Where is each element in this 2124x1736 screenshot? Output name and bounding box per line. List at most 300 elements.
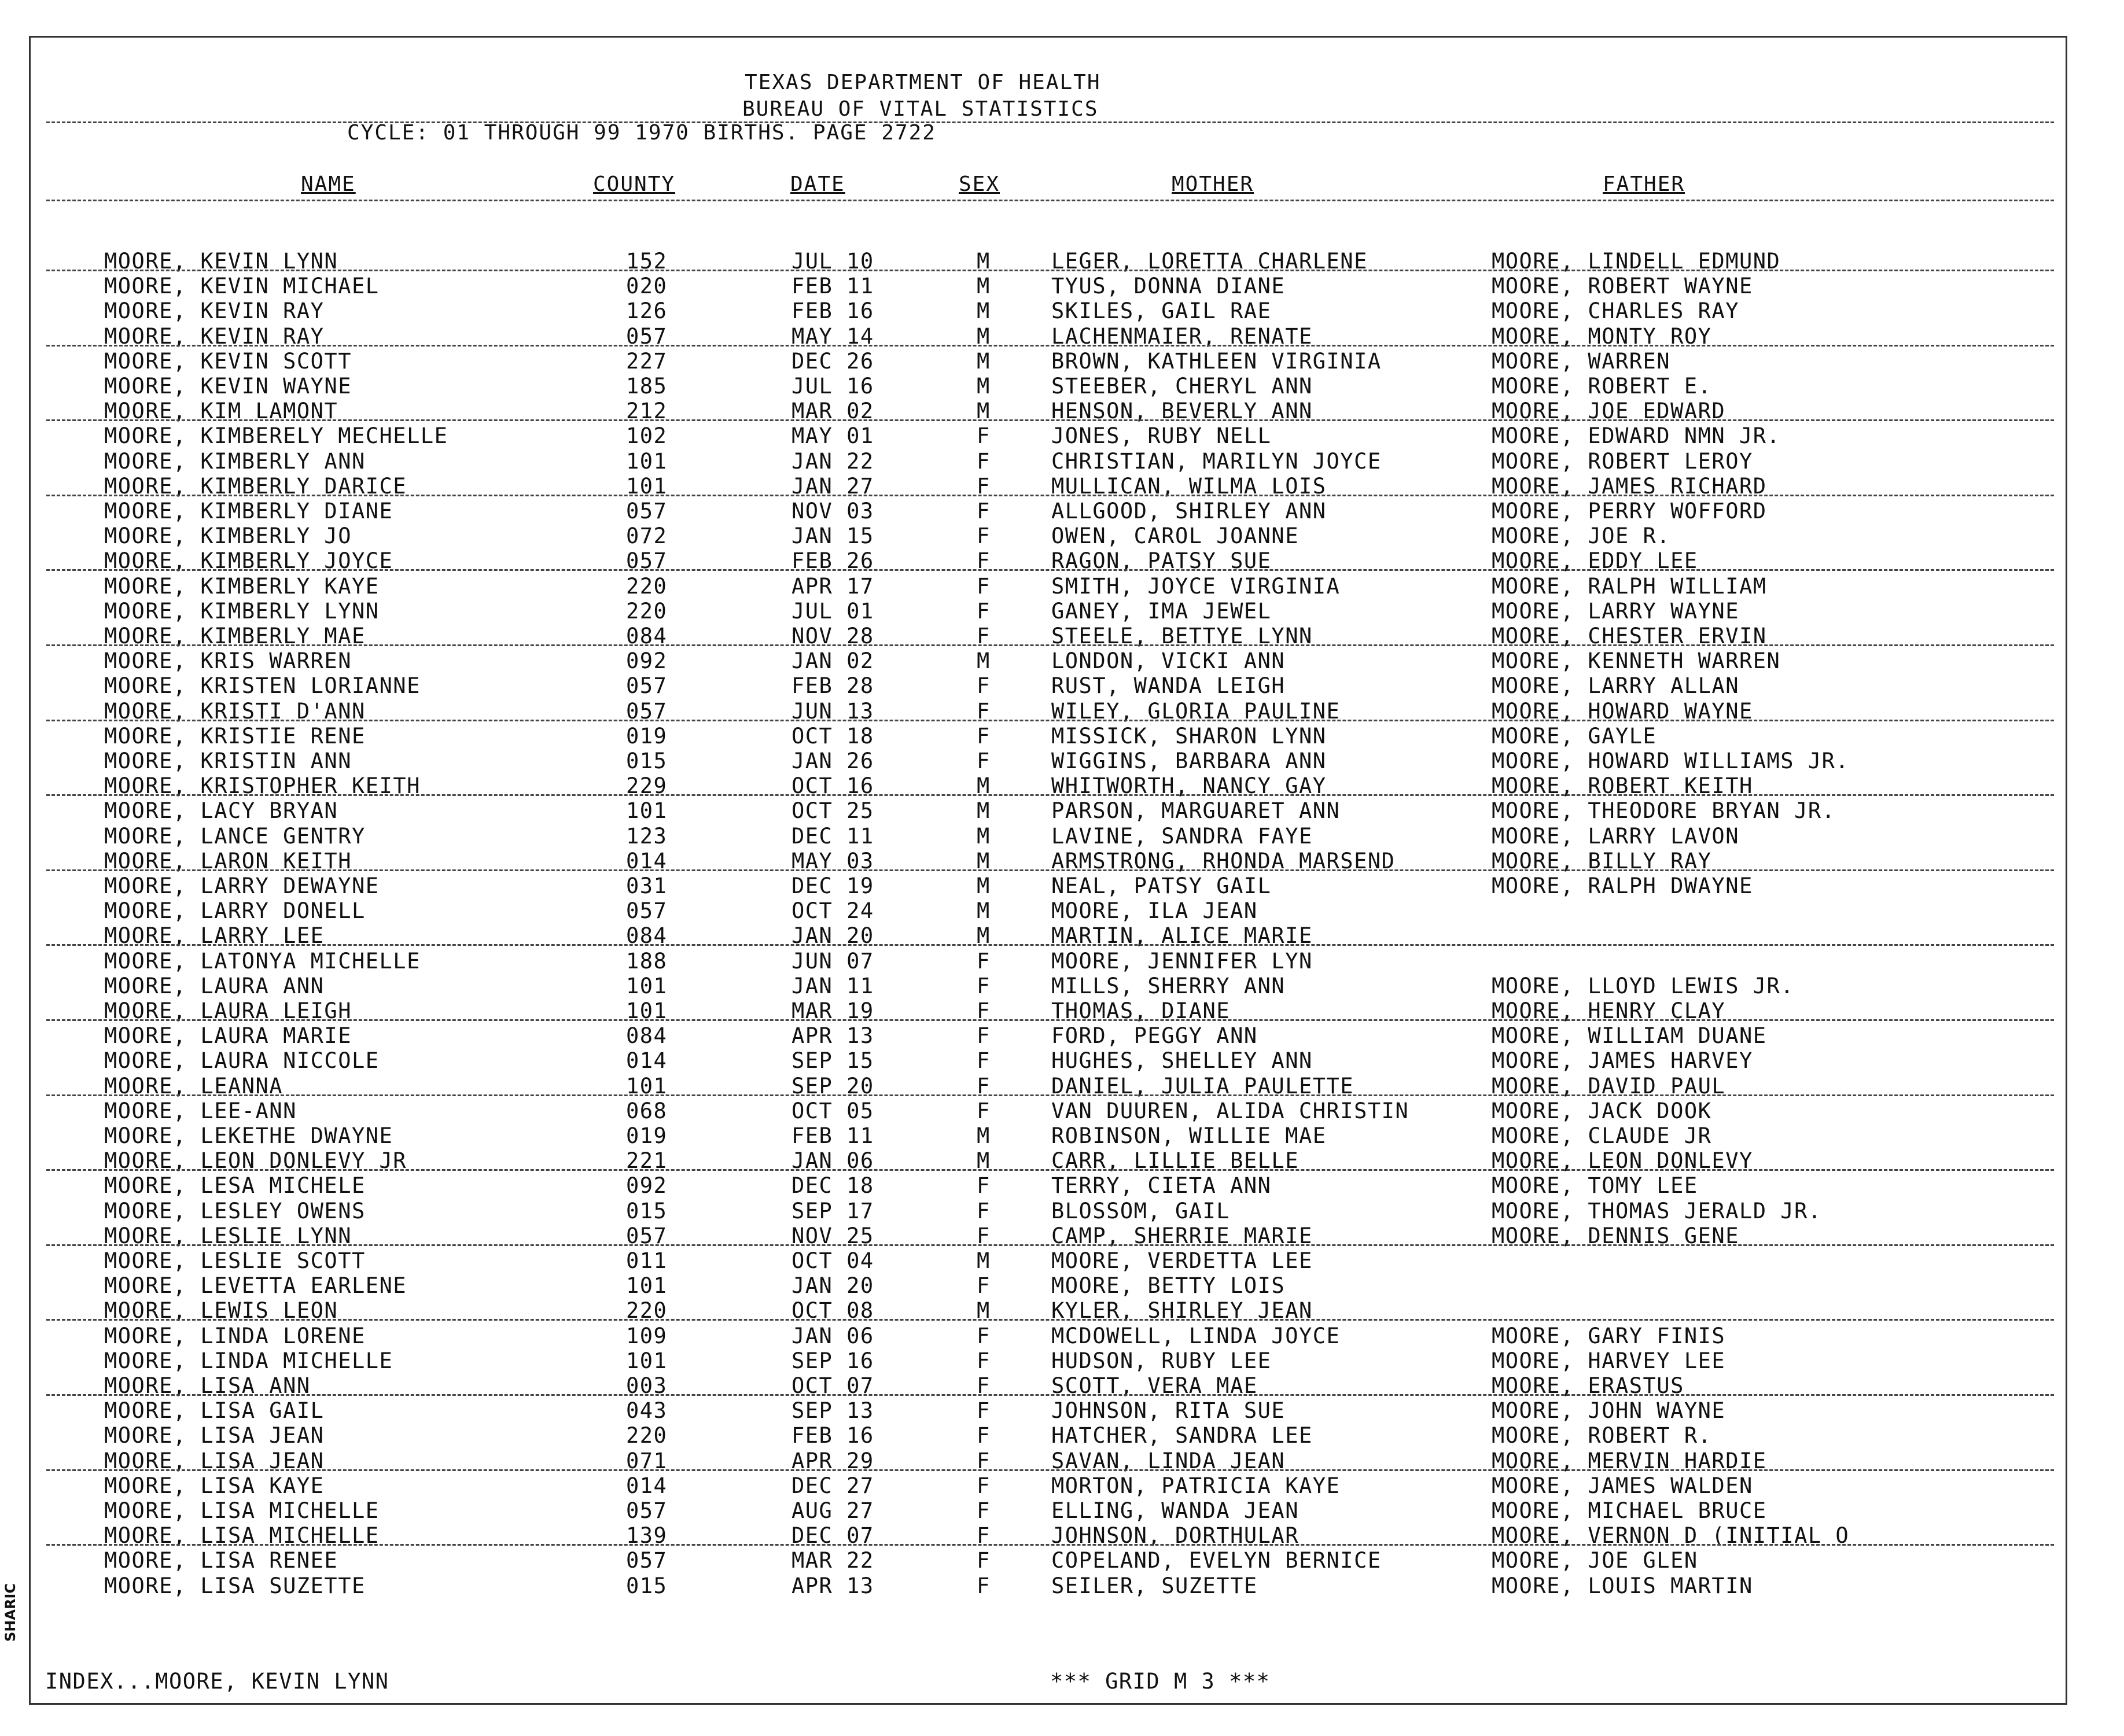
cell-name: MOORE, KIMBERLY JOYCE — [104, 548, 393, 574]
cell-name: MOORE, LARON KEITH — [104, 848, 352, 873]
cell-sex: F — [977, 1373, 991, 1398]
cell-date: FEB 28 — [792, 673, 874, 699]
cell-date: DEC 11 — [792, 823, 874, 849]
cell-date: DEC 18 — [792, 1173, 874, 1199]
cell-date: FEB 16 — [792, 1423, 874, 1448]
cell-name: MOORE, LISA ANN — [104, 1373, 311, 1398]
cell-father: MOORE, CHARLES RAY — [1492, 298, 1739, 324]
cell-sex: M — [977, 923, 991, 949]
cell-county: 101 — [626, 798, 668, 824]
cell-mother: HENSON, BEVERLY ANN — [1051, 399, 1313, 424]
side-label: SHARIC — [2, 1583, 19, 1642]
cell-sex: F — [977, 973, 991, 998]
cell-name: MOORE, LAURA ANN — [104, 973, 325, 998]
table-row — [0, 1324, 2124, 1348]
cell-name: MOORE, LISA MICHELLE — [104, 1523, 380, 1549]
cell-father: MOORE, JAMES WALDEN — [1492, 1473, 1753, 1498]
cell-name: MOORE, KIMBERELY MECHELLE — [104, 423, 448, 449]
cell-father: MOORE, EDDY LEE — [1492, 548, 1698, 574]
cell-county: 123 — [626, 823, 668, 849]
cell-name: MOORE, KIMBERLY ANN — [104, 448, 366, 474]
cell-mother: THOMAS, DIANE — [1051, 998, 1231, 1023]
cell-sex: F — [977, 1473, 991, 1498]
cell-sex: F — [977, 1198, 991, 1223]
row-separator — [46, 419, 2054, 421]
cell-date: AUG 27 — [792, 1498, 874, 1523]
row-separator — [46, 944, 2054, 946]
cell-father: MOORE, JOHN WAYNE — [1492, 1398, 1726, 1424]
cell-sex: F — [977, 1173, 991, 1199]
cell-date: FEB 11 — [792, 1123, 874, 1148]
table-row — [0, 1023, 2124, 1048]
cell-county: 057 — [626, 1223, 668, 1248]
cell-date: JUN 13 — [792, 698, 874, 724]
row-separator — [46, 794, 2054, 796]
row-separator — [46, 1544, 2054, 1546]
cell-sex: F — [977, 1573, 991, 1598]
cell-sex: F — [977, 1073, 991, 1099]
cell-name: MOORE, LISA JEAN — [104, 1423, 325, 1448]
cell-mother: CAMP, SHERRIE MARIE — [1051, 1223, 1313, 1248]
cell-sex: F — [977, 698, 991, 724]
cell-sex: M — [977, 374, 991, 399]
cell-county: 101 — [626, 1273, 668, 1299]
cell-name: MOORE, LEON DONLEVY JR — [104, 1148, 407, 1174]
cell-mother: ROBINSON, WILLIE MAE — [1051, 1123, 1327, 1148]
cell-father: MOORE, HOWARD WILLIAMS JR. — [1492, 749, 1850, 773]
table-row — [0, 1248, 2124, 1273]
cell-sex: F — [977, 1423, 991, 1448]
cell-father: MOORE, MONTY ROY — [1492, 323, 1712, 349]
cell-father: MOORE, HOWARD WAYNE — [1492, 698, 1753, 724]
cell-mother: HATCHER, SANDRA LEE — [1051, 1423, 1313, 1448]
cell-date: OCT 24 — [792, 898, 874, 924]
cell-county: 109 — [626, 1323, 668, 1348]
cell-father: MOORE, DAVID PAUL — [1492, 1073, 1726, 1099]
cell-father: MOORE, LEON DONLEVY — [1492, 1148, 1753, 1174]
cell-father: MOORE, EDWARD NMN JR. — [1492, 423, 1781, 449]
cell-sex: M — [977, 1148, 991, 1174]
cell-county: 220 — [626, 1298, 668, 1324]
cell-mother: WILEY, GLORIA PAULINE — [1051, 698, 1341, 724]
cell-county: 084 — [626, 624, 668, 648]
cell-father: MOORE, JAMES RICHARD — [1492, 473, 1767, 499]
cell-date: MAY 14 — [792, 323, 874, 349]
cell-date: DEC 07 — [792, 1523, 874, 1549]
cell-father: MOORE, CLAUDE JR — [1492, 1123, 1712, 1148]
cell-father: MOORE, JOE EDWARD — [1492, 399, 1726, 424]
cell-date: JUL 10 — [792, 249, 874, 274]
cell-sex: F — [977, 1523, 991, 1549]
cell-sex: F — [977, 499, 991, 524]
cell-county: 019 — [626, 723, 668, 749]
cell-county: 220 — [626, 1423, 668, 1448]
cell-county: 185 — [626, 374, 668, 399]
table-row — [0, 1173, 2124, 1198]
cell-county: 057 — [626, 548, 668, 574]
cell-mother: ARMSTRONG, RHONDA MARSEND — [1051, 848, 1396, 873]
cell-name: MOORE, KIMBERLY DARICE — [104, 473, 407, 499]
table-row — [0, 1573, 2124, 1598]
header-line1: TEXAS DEPARTMENT OF HEALTH — [745, 71, 1101, 94]
table-row — [0, 349, 2124, 374]
cell-mother: LAVINE, SANDRA FAYE — [1051, 823, 1313, 849]
cell-county: 057 — [626, 323, 668, 349]
row-separator — [46, 720, 2054, 721]
cell-father: MOORE, WARREN — [1492, 348, 1671, 374]
cell-date: SEP 16 — [792, 1348, 874, 1373]
cell-father: MOORE, RALPH WILLIAM — [1492, 573, 1767, 599]
cell-mother: MOORE, VERDETTA LEE — [1051, 1248, 1313, 1273]
cell-mother: HUDSON, RUBY LEE — [1051, 1348, 1272, 1373]
cell-sex: F — [977, 1498, 991, 1523]
column-header-date: DATE — [790, 172, 845, 196]
cell-sex: M — [977, 298, 991, 324]
cell-county: 220 — [626, 598, 668, 624]
cell-father: MOORE, ERASTUS — [1492, 1373, 1684, 1398]
cell-date: OCT 07 — [792, 1373, 874, 1398]
cell-county: 068 — [626, 1098, 668, 1123]
cell-mother: DANIEL, JULIA PAULETTE — [1051, 1073, 1354, 1099]
cell-date: DEC 19 — [792, 873, 874, 898]
cell-mother: RUST, WANDA LEIGH — [1051, 673, 1286, 699]
cell-father: MOORE, ROBERT R. — [1492, 1423, 1712, 1448]
cell-father: MOORE, THEODORE BRYAN JR. — [1492, 798, 1836, 824]
cell-name: MOORE, KEVIN RAY — [104, 298, 325, 324]
row-separator — [46, 1244, 2054, 1246]
cell-name: MOORE, KRISTOPHER KEITH — [104, 773, 421, 799]
cell-father: MOORE, JACK DOOK — [1492, 1098, 1712, 1123]
cell-mother: BROWN, KATHLEEN VIRGINIA — [1051, 348, 1382, 374]
column-header-father: FATHER — [1603, 172, 1685, 196]
cell-sex: M — [977, 773, 991, 799]
cell-father: MOORE, CHESTER ERVIN — [1492, 624, 1767, 648]
cell-sex: M — [977, 1298, 991, 1324]
cell-county: 092 — [626, 648, 668, 674]
cell-name: MOORE, LACY BRYAN — [104, 798, 338, 824]
table-row — [0, 298, 2124, 323]
cell-date: MAY 03 — [792, 848, 874, 873]
cell-date: SEP 15 — [792, 1048, 874, 1074]
cell-date: NOV 28 — [792, 624, 874, 648]
cell-county: 015 — [626, 1573, 668, 1598]
cell-county: 101 — [626, 448, 668, 474]
cell-father: MOORE, LARRY WAYNE — [1492, 598, 1739, 624]
cell-father: MOORE, WILLIAM DUANE — [1492, 1023, 1767, 1049]
cell-sex: M — [977, 848, 991, 873]
cell-date: JAN 15 — [792, 524, 874, 549]
cell-date: NOV 25 — [792, 1223, 874, 1248]
cell-name: MOORE, LAURA LEIGH — [104, 998, 352, 1023]
cell-name: MOORE, LARRY LEE — [104, 923, 325, 949]
cell-mother: NEAL, PATSY GAIL — [1051, 873, 1272, 898]
cell-sex: F — [977, 473, 991, 499]
cell-father: MOORE, JOE R. — [1492, 524, 1671, 549]
table-row — [0, 898, 2124, 923]
cell-mother: SAVAN, LINDA JEAN — [1051, 1448, 1286, 1473]
cell-date: OCT 05 — [792, 1098, 874, 1123]
row-separator — [46, 569, 2054, 571]
cell-date: SEP 17 — [792, 1198, 874, 1223]
cell-date: OCT 16 — [792, 773, 874, 799]
cell-sex: F — [977, 749, 991, 773]
row-separator — [46, 1319, 2054, 1321]
footer-index: INDEX...MOORE, KEVIN LYNN — [45, 1669, 389, 1694]
cell-county: 072 — [626, 524, 668, 549]
cell-name: MOORE, KRISTEN LORIANNE — [104, 673, 421, 699]
cell-county: 126 — [626, 298, 668, 324]
cell-name: MOORE, LEE-ANN — [104, 1098, 297, 1123]
table-row — [0, 749, 2124, 773]
cell-name: MOORE, LISA RENEE — [104, 1548, 338, 1573]
cell-name: MOORE, LESLIE SCOTT — [104, 1248, 366, 1273]
row-separator — [46, 644, 2054, 646]
cell-county: 071 — [626, 1448, 668, 1473]
cell-sex: F — [977, 1048, 991, 1074]
cell-name: MOORE, KIMBERLY JO — [104, 524, 352, 549]
table-row — [0, 673, 2124, 698]
cell-name: MOORE, LISA KAYE — [104, 1473, 325, 1498]
cell-mother: OWEN, CAROL JOANNE — [1051, 524, 1299, 549]
cell-mother: STEEBER, CHERYL ANN — [1051, 374, 1313, 399]
cell-sex: F — [977, 1223, 991, 1248]
cell-county: 057 — [626, 1498, 668, 1523]
cell-county: 015 — [626, 1198, 668, 1223]
cell-date: OCT 04 — [792, 1248, 874, 1273]
cell-mother: MOORE, ILA JEAN — [1051, 898, 1258, 924]
header-line2: BUREAU OF VITAL STATISTICS — [742, 97, 1099, 121]
cell-date: JUL 01 — [792, 598, 874, 624]
cell-county: 212 — [626, 399, 668, 424]
cell-name: MOORE, LANCE GENTRY — [104, 823, 366, 849]
cell-name: MOORE, KRISTIN ANN — [104, 749, 352, 773]
table-row — [0, 974, 2124, 998]
cell-sex: M — [977, 1123, 991, 1148]
cell-father: MOORE, ROBERT WAYNE — [1492, 274, 1753, 299]
cell-mother: JOHNSON, RITA SUE — [1051, 1398, 1286, 1424]
cell-date: SEP 20 — [792, 1073, 874, 1099]
cell-mother: SKILES, GAIL RAE — [1051, 298, 1272, 324]
table-row — [0, 1348, 2124, 1373]
cell-sex: F — [977, 548, 991, 574]
cell-father: MOORE, LOUIS MARTIN — [1492, 1573, 1753, 1598]
cell-mother: SEILER, SUZETTE — [1051, 1573, 1258, 1598]
table-row — [0, 1048, 2124, 1073]
cell-father: MOORE, MERVIN HARDIE — [1492, 1448, 1767, 1473]
cell-county: 003 — [626, 1373, 668, 1398]
cell-father: MOORE, LLOYD LEWIS JR. — [1492, 973, 1795, 998]
cell-date: FEB 16 — [792, 298, 874, 324]
table-row — [0, 1123, 2124, 1148]
cell-mother: LONDON, VICKI ANN — [1051, 648, 1286, 674]
table-row — [0, 599, 2124, 624]
column-header-sex: SEX — [959, 172, 1000, 196]
cell-mother: MISSICK, SHARON LYNN — [1051, 723, 1327, 749]
cell-mother: JOHNSON, DORTHULAR — [1051, 1523, 1299, 1549]
cell-date: JAN 20 — [792, 1273, 874, 1299]
cell-mother: COPELAND, EVELYN BERNICE — [1051, 1548, 1382, 1573]
cell-county: 057 — [626, 499, 668, 524]
cycle-line: CYCLE: 01 THROUGH 99 1970 BIRTHS. PAGE 2722 — [347, 121, 936, 145]
column-header-mother: MOTHER — [1172, 172, 1254, 196]
table-row — [0, 824, 2124, 849]
cell-mother: SCOTT, VERA MAE — [1051, 1373, 1258, 1398]
cell-sex: F — [977, 1398, 991, 1424]
cell-date: JAN 06 — [792, 1323, 874, 1348]
cell-sex: F — [977, 998, 991, 1023]
cell-sex: F — [977, 673, 991, 699]
cell-sex: M — [977, 898, 991, 924]
cell-date: APR 17 — [792, 573, 874, 599]
cell-father: MOORE, ROBERT E. — [1492, 374, 1712, 399]
cell-date: DEC 27 — [792, 1473, 874, 1498]
cell-name: MOORE, LEANNA — [104, 1073, 284, 1099]
table-row — [0, 1199, 2124, 1223]
row-separator — [46, 1094, 2054, 1096]
cell-county: 139 — [626, 1523, 668, 1549]
cell-name: MOORE, KRIS WARREN — [104, 648, 352, 674]
table-row — [0, 574, 2124, 599]
cell-name: MOORE, KRISTI D'ANN — [104, 698, 366, 724]
cell-date: MAR 19 — [792, 998, 874, 1023]
cell-father: MOORE, PERRY WOFFORD — [1492, 499, 1767, 524]
cell-father: MOORE, JOE GLEN — [1492, 1548, 1698, 1573]
cell-name: MOORE, LISA GAIL — [104, 1398, 325, 1424]
cell-mother: GANEY, IMA JEWEL — [1051, 598, 1272, 624]
cell-date: JAN 11 — [792, 973, 874, 998]
cell-county: 101 — [626, 1073, 668, 1099]
cell-date: APR 13 — [792, 1573, 874, 1598]
cell-date: MAR 22 — [792, 1548, 874, 1573]
cell-sex: F — [977, 1098, 991, 1123]
row-separator — [46, 495, 2054, 496]
cell-father: MOORE, HENRY CLAY — [1492, 998, 1726, 1023]
row-separator — [46, 270, 2054, 271]
cell-sex: F — [977, 1548, 991, 1573]
table-row — [0, 648, 2124, 673]
table-row — [0, 798, 2124, 823]
table-row — [0, 423, 2124, 448]
cell-mother: STEELE, BETTYE LYNN — [1051, 624, 1313, 648]
cell-mother: KYLER, SHIRLEY JEAN — [1051, 1298, 1313, 1324]
table-row — [0, 524, 2124, 548]
cell-sex: M — [977, 249, 991, 274]
cell-sex: F — [977, 1323, 991, 1348]
cell-county: 101 — [626, 973, 668, 998]
cell-name: MOORE, KIMBERLY DIANE — [104, 499, 393, 524]
cell-name: MOORE, LARRY DONELL — [104, 898, 366, 924]
row-separator — [46, 1469, 2054, 1471]
cell-county: 020 — [626, 274, 668, 299]
cell-date: OCT 08 — [792, 1298, 874, 1324]
cell-mother: HUGHES, SHELLEY ANN — [1051, 1048, 1313, 1074]
table-row — [0, 1548, 2124, 1573]
cell-sex: F — [977, 573, 991, 599]
cell-county: 220 — [626, 573, 668, 599]
cell-father: MOORE, MICHAEL BRUCE — [1492, 1498, 1767, 1523]
cell-date: DEC 26 — [792, 348, 874, 374]
cell-mother: MORTON, PATRICIA KAYE — [1051, 1473, 1341, 1498]
cell-mother: MULLICAN, WILMA LOIS — [1051, 473, 1327, 499]
cell-sex: M — [977, 798, 991, 824]
cell-county: 101 — [626, 1348, 668, 1373]
cell-sex: M — [977, 348, 991, 374]
cell-sex: M — [977, 873, 991, 898]
cell-sex: F — [977, 948, 991, 974]
cell-date: JAN 06 — [792, 1148, 874, 1174]
cell-name: MOORE, LAURA MARIE — [104, 1023, 352, 1049]
cell-name: MOORE, LEVETTA EARLENE — [104, 1273, 407, 1299]
cell-name: MOORE, LINDA LORENE — [104, 1323, 366, 1348]
cell-name: MOORE, LEKETHE DWAYNE — [104, 1123, 393, 1148]
cell-father: MOORE, RALPH DWAYNE — [1492, 873, 1753, 898]
cell-date: MAR 02 — [792, 399, 874, 424]
cell-sex: F — [977, 423, 991, 449]
cell-father: MOORE, ROBERT LEROY — [1492, 448, 1753, 474]
cell-county: 102 — [626, 423, 668, 449]
cell-date: APR 29 — [792, 1448, 874, 1473]
cell-county: 057 — [626, 1548, 668, 1573]
cell-father: MOORE, LARRY LAVON — [1492, 823, 1739, 849]
cell-sex: M — [977, 648, 991, 674]
cell-name: MOORE, LINDA MICHELLE — [104, 1348, 393, 1373]
cell-name: MOORE, LESLEY OWENS — [104, 1198, 366, 1223]
cell-father: MOORE, LARRY ALLAN — [1492, 673, 1739, 699]
cell-name: MOORE, LESLIE LYNN — [104, 1223, 352, 1248]
cell-sex: F — [977, 723, 991, 749]
row-separator — [46, 869, 2054, 871]
cell-county: 019 — [626, 1123, 668, 1148]
cell-name: MOORE, KEVIN MICHAEL — [104, 274, 380, 299]
cell-date: JUL 16 — [792, 374, 874, 399]
cell-date: JUN 07 — [792, 948, 874, 974]
cell-date: FEB 11 — [792, 274, 874, 299]
cell-name: MOORE, KEVIN LYNN — [104, 249, 338, 274]
table-row — [0, 274, 2124, 298]
table-row — [0, 1273, 2124, 1298]
cell-county: 057 — [626, 898, 668, 924]
cell-date: JAN 26 — [792, 749, 874, 773]
cell-mother: MARTIN, ALICE MARIE — [1051, 923, 1313, 949]
cell-name: MOORE, KEVIN SCOTT — [104, 348, 352, 374]
table-row — [0, 724, 2124, 749]
cell-father: MOORE, GAYLE — [1492, 723, 1657, 749]
row-separator — [46, 1169, 2054, 1171]
cell-sex: M — [977, 1248, 991, 1273]
cell-county: 101 — [626, 473, 668, 499]
cell-mother: MILLS, SHERRY ANN — [1051, 973, 1286, 998]
cell-mother: CHRISTIAN, MARILYN JOYCE — [1051, 448, 1382, 474]
cell-mother: RAGON, PATSY SUE — [1051, 548, 1272, 574]
cell-name: MOORE, KEVIN RAY — [104, 323, 325, 349]
cell-county: 014 — [626, 1473, 668, 1498]
cell-county: 188 — [626, 948, 668, 974]
cell-county: 101 — [626, 998, 668, 1023]
cell-county: 031 — [626, 873, 668, 898]
cell-sex: M — [977, 399, 991, 424]
cell-sex: F — [977, 1023, 991, 1049]
cell-date: JAN 22 — [792, 448, 874, 474]
cell-father: MOORE, TOMY LEE — [1492, 1173, 1698, 1199]
cell-sex: M — [977, 274, 991, 299]
cell-county: 011 — [626, 1248, 668, 1273]
cell-father: MOORE, ROBERT KEITH — [1492, 773, 1753, 799]
cell-sex: M — [977, 323, 991, 349]
cell-mother: TERRY, CIETA ANN — [1051, 1173, 1272, 1199]
cell-county: 229 — [626, 773, 668, 799]
table-row — [0, 1498, 2124, 1523]
cell-father: MOORE, DENNIS GENE — [1492, 1223, 1739, 1248]
